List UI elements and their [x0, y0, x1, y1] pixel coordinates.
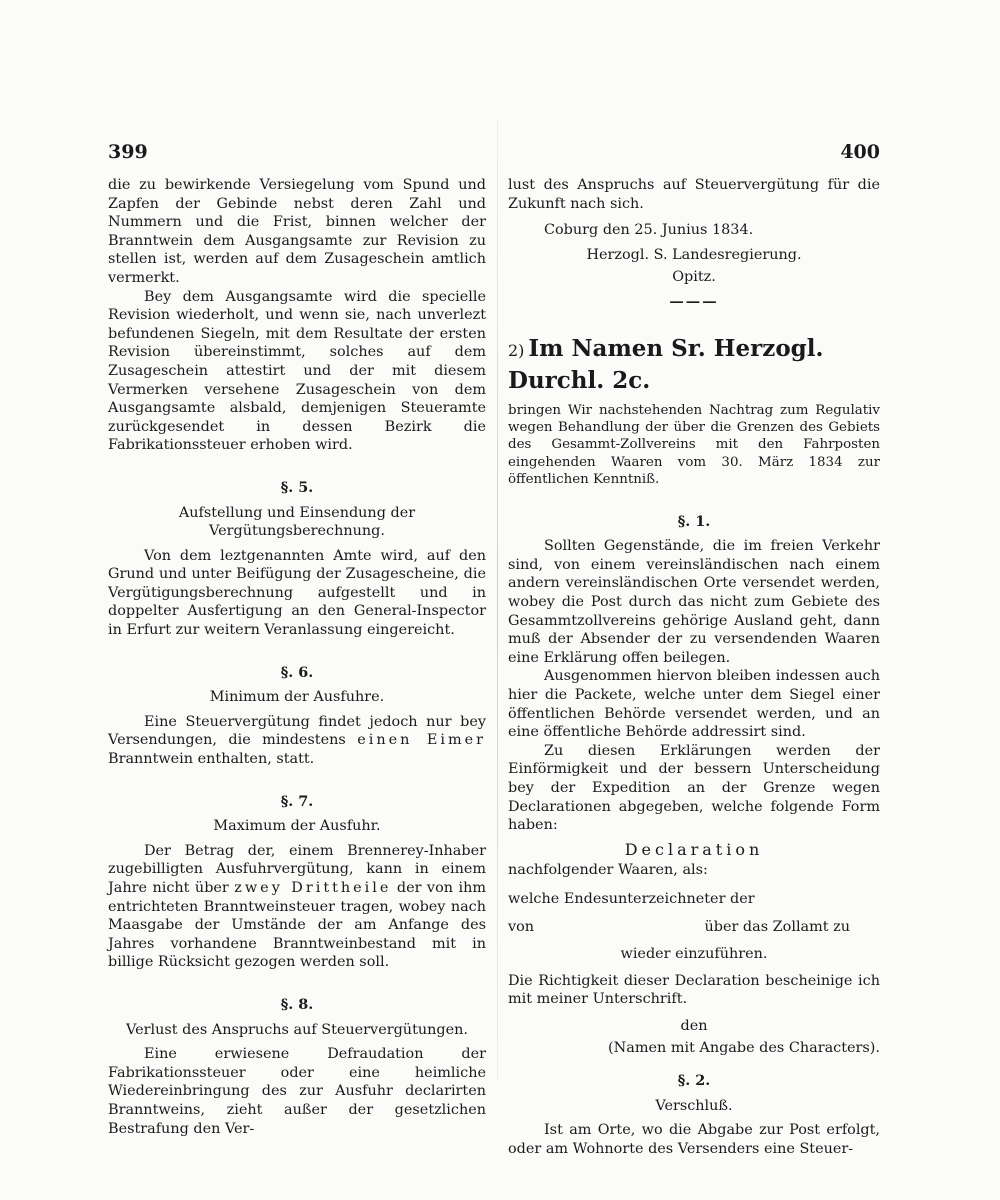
paragraph: Ausgenommen hiervon bleiben indessen auch hier die Packete, welche unter dem Siegel einer öffentlichen Behörde versendet werden, und an eine öffentliche Behörde addressirt sind. — [508, 668, 880, 741]
section-number: §. 2. — [677, 1072, 711, 1090]
form-title: Declaration — [624, 839, 764, 859]
section-title: Maximum der Ausfuhr. — [213, 818, 381, 835]
heading-index: 2) — [508, 340, 525, 360]
section-number: §. 1. — [677, 512, 711, 530]
section-number: §. 6. — [280, 663, 314, 681]
form-text: von — [508, 919, 535, 936]
section-number: §. 8. — [280, 995, 314, 1013]
paragraph: Sollten Gegenstände, die im freien Verkehr sind, von einem vereinsländischen nach einem andern vereinsländischen Orte versendet werden, wobey die Post durch das nicht zum Gebiete des Gesammtzollvereins gehörige Ausland geht, dann muß der Absender der zu versendenden Waaren eine Erklärung offen beilegen. — [508, 538, 880, 666]
page-fold — [497, 120, 498, 1080]
section-number: §. 7. — [280, 792, 314, 810]
paragraph: Zu diesen Erklärungen werden der Einförmigkeit und der bessern Unterscheidung bey der Expedition an der Grenze wegen Declarationen abgegeben, welche folgende Form haben: — [508, 742, 880, 834]
section-title: Verlust des Anspruchs auf Steuervergütungen. — [126, 1021, 468, 1038]
text-run: Branntwein enthalten, statt. — [108, 751, 315, 768]
left-page — [108, 138, 486, 1138]
section-title: Minimum der Ausfuhre. — [209, 689, 385, 706]
paragraph: Von dem leztgenannten Amte wird, auf den Grund und unter Beifügung der Zusagescheine, die Vergütigungsberechnung aufgestellt und in doppelter Ausfertigung an den General-Inspector in Erfurt zur weitern Veranlassung eingereicht. — [108, 547, 486, 639]
text-run: der von ihm entrichteten Branntweinsteuer tragen, wobey nach Maasgabe der Umstände der am Anfange des Jahres vorhandene Branntweinbestand mit in billige Rücksicht gezogen werden soll. — [108, 880, 486, 971]
separator-dash: ——— — [669, 292, 719, 310]
form-line: Die Richtigkeit dieser Declaration bescheinige ich mit meiner Unterschrift. — [508, 972, 880, 1008]
form-line: den — [680, 1017, 708, 1034]
emphasis-text: einen Eimer — [357, 732, 486, 749]
signature: Opitz. — [672, 269, 716, 286]
heading-text: Im Namen Sr. Herzogl. Durchl. 2c. — [508, 334, 824, 394]
paragraph: Eine erwiesene Defraudation der Fabrikationssteuer oder eine heimliche Wiedereinbringung des zur Ausfuhr declarirten Branntweins, zieht außer der gesetzlichen Bestrafung den Ver- — [108, 1046, 486, 1137]
form-line: nachfolgender Waaren, als: — [508, 862, 708, 879]
paragraph — [108, 713, 486, 769]
page-number-left: 399 — [108, 141, 148, 163]
text-run: Eine Steuervergütung findet jedoch nur bey Versendungen, die mindestens — [108, 713, 486, 749]
date-line: Coburg den 25. Junius 1834. — [544, 222, 754, 239]
page-number-right: 400 — [840, 141, 880, 163]
paragraph: die zu bewirkende Versiegelung vom Spund und Zapfen der Gebinde nebst deren Zahl und Nummern und die Frist, binnen welcher der Branntwein dem Ausgangsamte zur Revision zu stellen ist, werden auf dem Zusageschein amtlich vermerkt. — [108, 177, 486, 286]
authority-line: Herzogl. S. Landesregierung. — [586, 246, 802, 263]
form-line: wieder einzuführen. — [620, 946, 768, 963]
paragraph: lust des Anspruchs auf Steuervergütung für die Zukunft nach sich. — [508, 177, 880, 212]
section-title: Verschluß. — [655, 1097, 733, 1114]
paragraph: bringen Wir nachstehenden Nachtrag zum Regulativ wegen Behandlung der über die Grenzen des Gebiets des Gesammt-Zollvereins mit den Fahrposten eingehenden Waaren vom 30. März 1834 zur öffentlichen Kenntniß. — [508, 402, 880, 488]
section-title: Aufstellung und Einsendung der Vergütungsberechnung. — [178, 504, 416, 540]
emphasis-text: zwey Drittheile — [234, 880, 392, 896]
right-page — [508, 138, 880, 1158]
paragraph — [108, 842, 486, 972]
paragraph: Ist am Orte, wo die Abgabe zur Post erfolgt, oder am Wohnorte des Versenders eine Steuer- — [508, 1122, 880, 1157]
form-text: über das Zollamt zu — [704, 919, 850, 936]
form-line: (Namen mit Angabe des Characters). — [608, 1040, 880, 1057]
declaration-form — [508, 841, 880, 1058]
decree-heading — [508, 334, 880, 396]
form-line: welche Endesunterzeichneter der — [508, 890, 755, 907]
paragraph: Bey dem Ausgangsamte wird die specielle Revision wiederholt, und wenn sie, nach unverlezt befundenen Siegeln, mit dem Resultate der ersten Revision übereinstimmt, solches auf dem Zusageschein attestirt und der mit diesem Vermerken versehene Zusageschein von dem Ausgangsamte alsbald, demjenigen Steueramte zurückgesendet in dessen Bezirk die Fabrikationssteuer erhoben wird. — [108, 288, 486, 454]
section-number: §. 5. — [280, 478, 314, 496]
text-run: Der Betrag der, einem Brennerey-Inhaber zugebilligten Ausfuhrvergütung, kann in einem Jahre nicht über — [108, 842, 486, 896]
form-line — [508, 918, 880, 937]
